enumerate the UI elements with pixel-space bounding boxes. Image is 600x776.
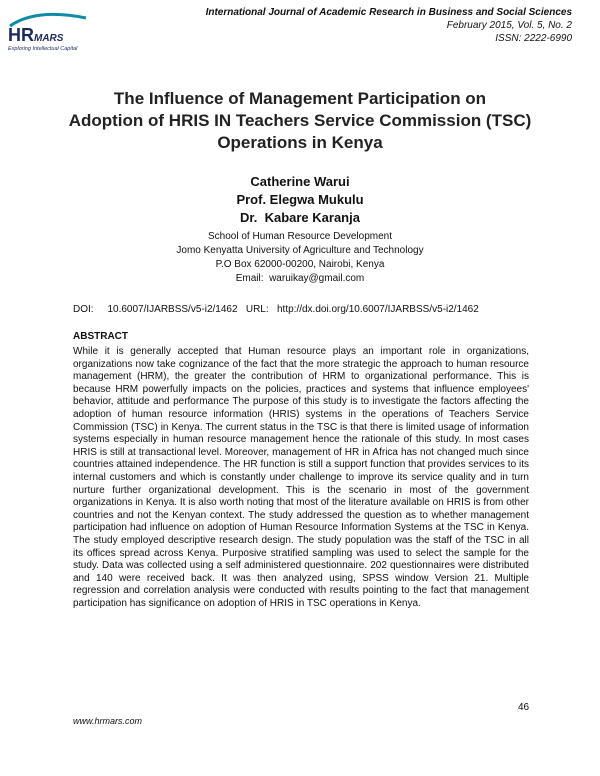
author-2: Prof. Elegwa Mukulu [236, 192, 364, 207]
abstract-heading: ABSTRACT [73, 331, 128, 342]
paper-title [60, 88, 540, 154]
logo-tagline: Exploring Intellectual Capital [8, 46, 78, 52]
page-number: 46 [518, 702, 530, 713]
journal-name: International Journal of Academic Research in Business and Social Sciences [205, 7, 572, 18]
hrmars-logo-graphic [6, 10, 98, 54]
affiliation-email: Email: waruikay@gmail.com [235, 273, 365, 284]
logo-brand-suffix: MARS [34, 33, 64, 44]
title-line-1: The Influence of Management Participation on [113, 89, 487, 108]
affiliation-university: Jomo Kenyatta University of Agriculture and Technology [176, 245, 424, 256]
journal-issue: February 2015, Vol. 5, No. 2 [446, 20, 572, 31]
title-line-2: Adoption of HRIS IN Teachers Service Commission (TSC) [68, 111, 532, 130]
author-list [0, 173, 600, 227]
author-3: Dr. Kabare Karanja [240, 210, 360, 225]
footer-url: www.hrmars.com [73, 716, 143, 726]
journal-logo [6, 10, 98, 54]
journal-header [206, 6, 572, 45]
journal-issn: ISSN: 2222-6990 [495, 33, 572, 44]
logo-brand-text: HR [8, 25, 34, 45]
affiliation-school: School of Human Resource Development [208, 231, 392, 242]
affiliation-block [0, 230, 600, 286]
title-line-3: Operations in Kenya [217, 133, 383, 152]
abstract-text: While it is generally accepted that Human resource plays an important role in organizations, organizations now take cognizance of the fact that the more strategic the approach to human resource management (HRM), the greater the contribution of HRM to organizational performance. This is because HRM powerfully impacts on the policies, practices and systems that influence employees' behavior, attitude and performance The purpose of this study is to investigate the factors affecting the adoption of human resource information (HRIS) systems in the operations of Teachers Service Commission (TSC) in Kenya. The current status in the TSC is that there is limited usage of information systems especially in human resource management hence the rationale of this study. In most cases HRIS is still at transactional level. Moreover, management of HR in Africa has not changed much since countries attained independence. The HR function is still a support function that provides services to its internal customers and which is constantly under challenge to improve its service quality and in turn nurture further organizational development. This is the scenario in most of the government organizations in Kenya. It is also worth noting that most of the literature available on HRIS is from other countries and not the Kenyan context. The study addressed the question as to whether management participation had influence on adoption of Human Resource Information Systems at the TSC in Kenya. The study employed descriptive research design. The study population was the staff of the TSC in all its offices spread across Kenya. Purposive stratified sampling was used to select the sample for the study. Data was collected using a self administered questionnaire. 202 questionnaires were distributed and 140 were received back. It was then analyzed using, SPSS window Version 21. Multiple regression and correlation analysis were conducted with results pointing to the fact that management participation has significance on adoption of HRIS in TSC operations in Kenya. [73, 346, 529, 609]
author-1: Catherine Warui [250, 174, 350, 189]
doi-line: DOI: 10.6007/IJARBSS/v5-i2/1462 URL: http://dx.doi.org/10.6007/IJARBSS/v5-i2/1462 [73, 304, 479, 315]
affiliation-address: P.O Box 62000-00200, Nairobi, Kenya [215, 259, 385, 270]
